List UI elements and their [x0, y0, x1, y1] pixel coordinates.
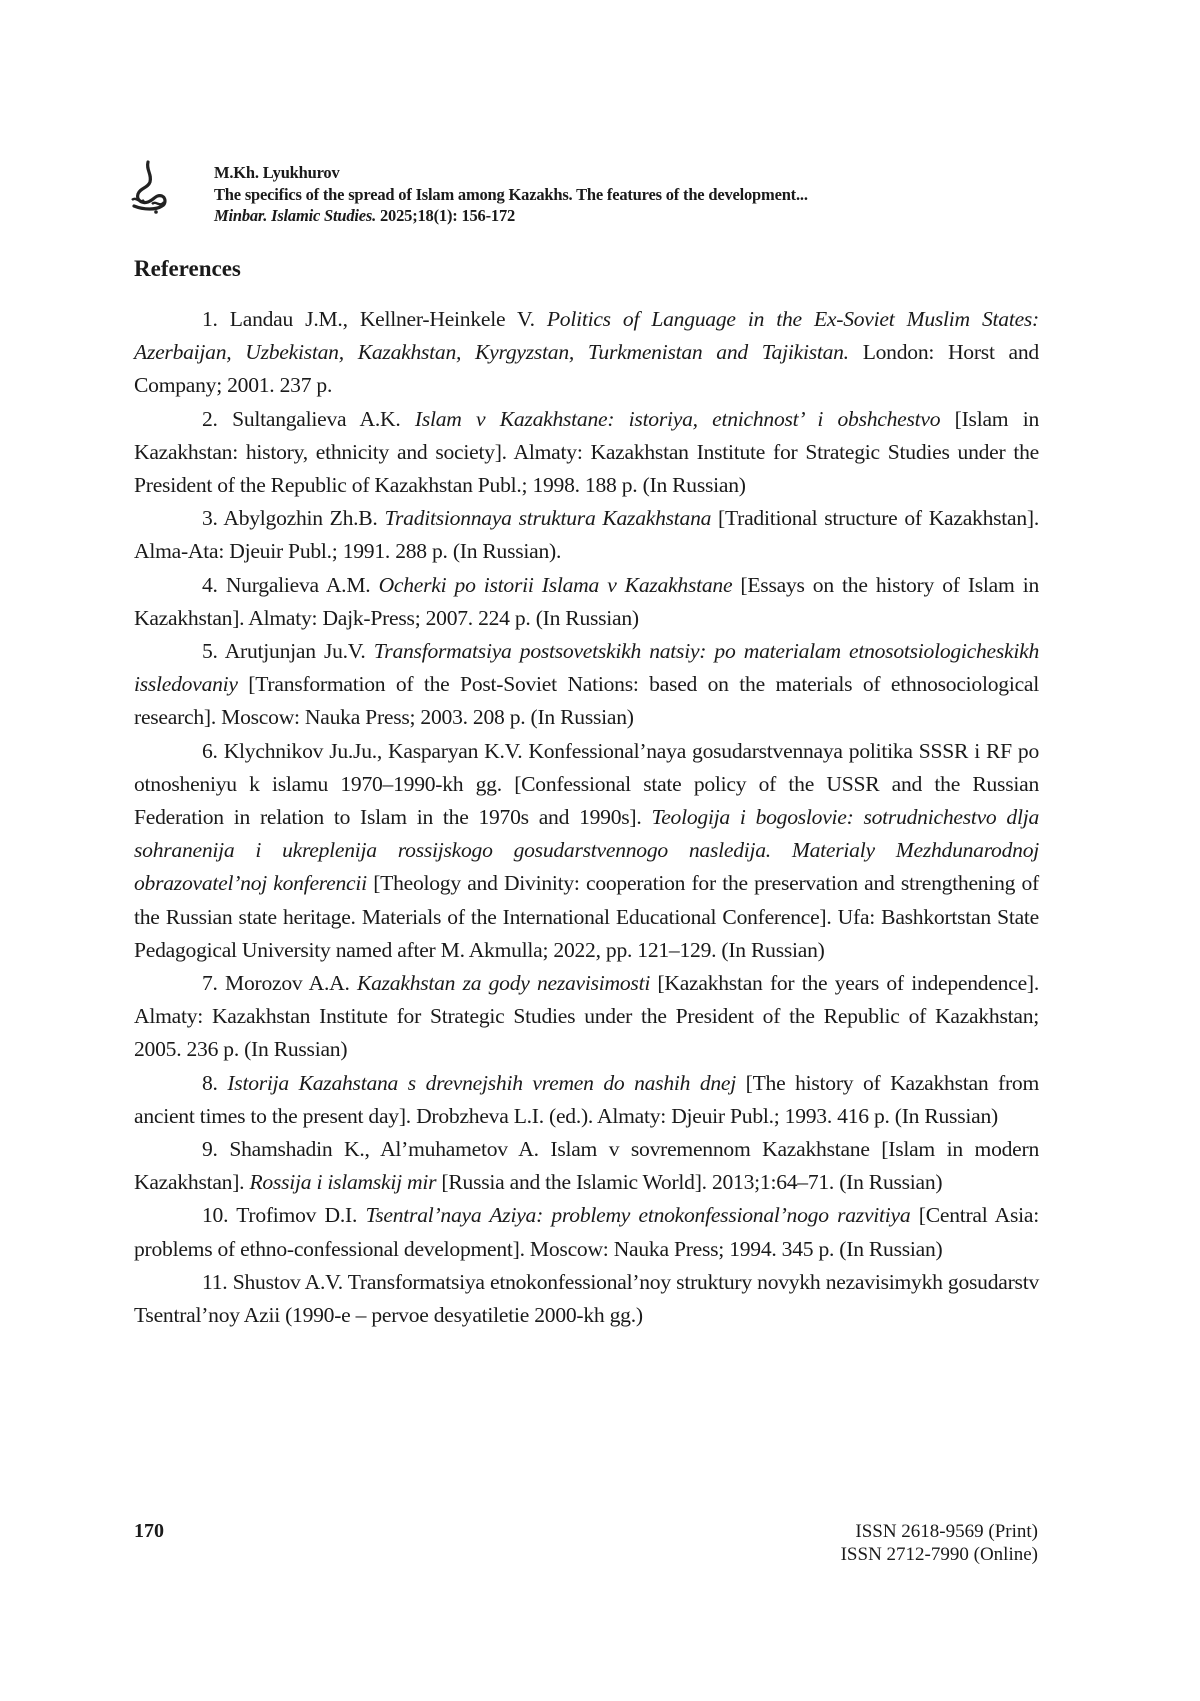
- references-heading: References: [134, 256, 241, 282]
- reference-text: 2. Sultangalieva A.K.: [202, 407, 415, 431]
- citation-details: 2025;18(1): 156-172: [376, 206, 515, 225]
- reference-italic-title: Traditsionnaya struktura Kazakhstana: [384, 506, 711, 530]
- reference-text: 8.: [202, 1071, 227, 1095]
- reference-italic-title: Transformatsiya postsovetskikh natsiy: po materialam etnosotsiologicheskikh issledovaniy: [134, 639, 1039, 696]
- reference-item: [134, 1199, 1039, 1265]
- reference-italic-title: Tsentral’naya Aziya: problemy etnokonfessional’nogo razvitiya: [365, 1203, 910, 1227]
- reference-text: [Traditional structure of Kazakhstan]. Alma-Ata: Djeuir Publ.; 1991. 288 p. (In Russian).: [134, 506, 1039, 563]
- reference-text: [Russia and the Islamic World]. 2013;1:64–71. (In Russian): [436, 1170, 942, 1194]
- reference-italic-title: Politics of Language in the Ex-Soviet Muslim States: Azerbaijan, Uzbekistan, Kazakhstan, Kyrgyzstan, Turkmenistan and Tajikistan.: [134, 307, 1039, 364]
- reference-italic-title: Kazakhstan za gody nezavisimosti: [357, 971, 650, 995]
- journal-name: Minbar. Islamic Studies.: [214, 206, 376, 225]
- reference-italic-title: Islam v Kazakhstane: istoriya, etnichnost’ i obshchestvo: [415, 407, 940, 431]
- journal-citation: [214, 205, 808, 227]
- reference-text: 10. Trofimov D.I.: [202, 1203, 365, 1227]
- reference-text: 6. Klychnikov Ju.Ju., Kasparyan K.V. Konfessional’naya gosudarstvennaya politika SSSR i RF po otnosheniyu k islamu 1970–1990-kh gg. [Confessional state policy of the USSR and the Russian Federation in relation to Islam in the 1970s and 1990s].: [134, 739, 1039, 829]
- reference-item: [134, 1266, 1039, 1332]
- issn-block: [841, 1520, 1038, 1566]
- reference-text: 1. Landau J.M., Kellner-Heinkele V.: [202, 307, 547, 331]
- article-title: The specifics of the spread of Islam among Kazakhs. The features of the development...: [214, 184, 808, 206]
- reference-italic-title: Ocherki po istorii Islama v Kazakhstane: [379, 573, 733, 597]
- reference-item: [134, 1133, 1039, 1199]
- reference-text: [The history of Kazakhstan from ancient times to the present day]. Drobzheva L.I. (ed.). Almaty: Djeuir Publ.; 1993. 416 p. (In Russian): [134, 1071, 1039, 1128]
- issn-online: ISSN 2712-7990 (Online): [841, 1543, 1038, 1566]
- reference-italic-title: Rossija i islamskij mir: [249, 1170, 436, 1194]
- author-name: M.Kh. Lyukhurov: [214, 162, 808, 184]
- reference-text: [Essays on the history of Islam in Kazakhstan]. Almaty: Dajk-Press; 2007. 224 p. (In Russian): [134, 573, 1039, 630]
- reference-item: [134, 967, 1039, 1067]
- reference-item: [134, 635, 1039, 735]
- reference-text: 5. Arutjunjan Ju.V.: [202, 639, 374, 663]
- references-list: [134, 303, 1039, 1332]
- reference-text: 9. Shamshadin K., Al’muhametov A. Islam v sovremennom Kazakhstane [Islam in modern Kazakhstan].: [134, 1137, 1039, 1194]
- journal-logo-icon: [126, 160, 170, 216]
- reference-item: [134, 403, 1039, 503]
- reference-text: [Islam in Kazakhstan: history, ethnicity and society]. Almaty: Kazakhstan Institute for Strategic Studies under the President of the Republic of Kazakhstan Publ.; 1998. 188 p. (In Russian): [134, 407, 1039, 497]
- reference-italic-title: Istorija Kazahstana s drevnejshih vremen do nashih dnej: [227, 1071, 736, 1095]
- reference-text: 3. Abylgozhin Zh.B.: [202, 506, 384, 530]
- reference-text: [Kazakhstan for the years of independence]. Almaty: Kazakhstan Institute for Strategic Studies under the President of the Republic of Kazakhstan; 2005. 236 p. (In Russian): [134, 971, 1039, 1061]
- reference-text: [Central Asia: problems of ethno-confessional development]. Moscow: Nauka Press; 1994. 345 p. (In Russian): [134, 1203, 1039, 1260]
- reference-italic-title: Teologija i bogoslovie: sotrudnichestvo dlja sohranenija i ukreplenija rossijskogo gosudarstvennogo nasledija. Materialy Mezhdunarodnoj obrazovatel’noj konferencii: [134, 805, 1039, 895]
- reference-text: [Theology and Divinity: cooperation for the preservation and strengthening of the Russian state heritage. Materials of the International Educational Conference]. Ufa: Bashkortstan State Pedagogical University named after M. Akmulla; 2022, pp. 121–129. (In Russian): [134, 871, 1039, 961]
- reference-item: [134, 735, 1039, 967]
- reference-text: 4. Nurgalieva A.M.: [202, 573, 379, 597]
- reference-text: [Transformation of the Post-Soviet Nations: based on the materials of ethnosociological research]. Moscow: Nauka Press; 2003. 208 p. (In Russian): [134, 672, 1039, 729]
- reference-text: 11. Shustov A.V. Transformatsiya etnokonfessional’noy struktury novykh nezavisimykh gosudarstv Tsentral’noy Azii (1990-e – pervoe desyatiletie 2000-kh gg.): [134, 1270, 1039, 1327]
- reference-text: London: Horst and Company; 2001. 237 p.: [134, 340, 1039, 397]
- reference-item: [134, 502, 1039, 568]
- issn-print: ISSN 2618-9569 (Print): [841, 1520, 1038, 1543]
- reference-item: [134, 1067, 1039, 1133]
- reference-item: [134, 569, 1039, 635]
- page-number: 170: [134, 1520, 164, 1543]
- reference-text: 7. Morozov A.A.: [202, 971, 357, 995]
- reference-item: [134, 303, 1039, 403]
- running-header: [214, 162, 808, 227]
